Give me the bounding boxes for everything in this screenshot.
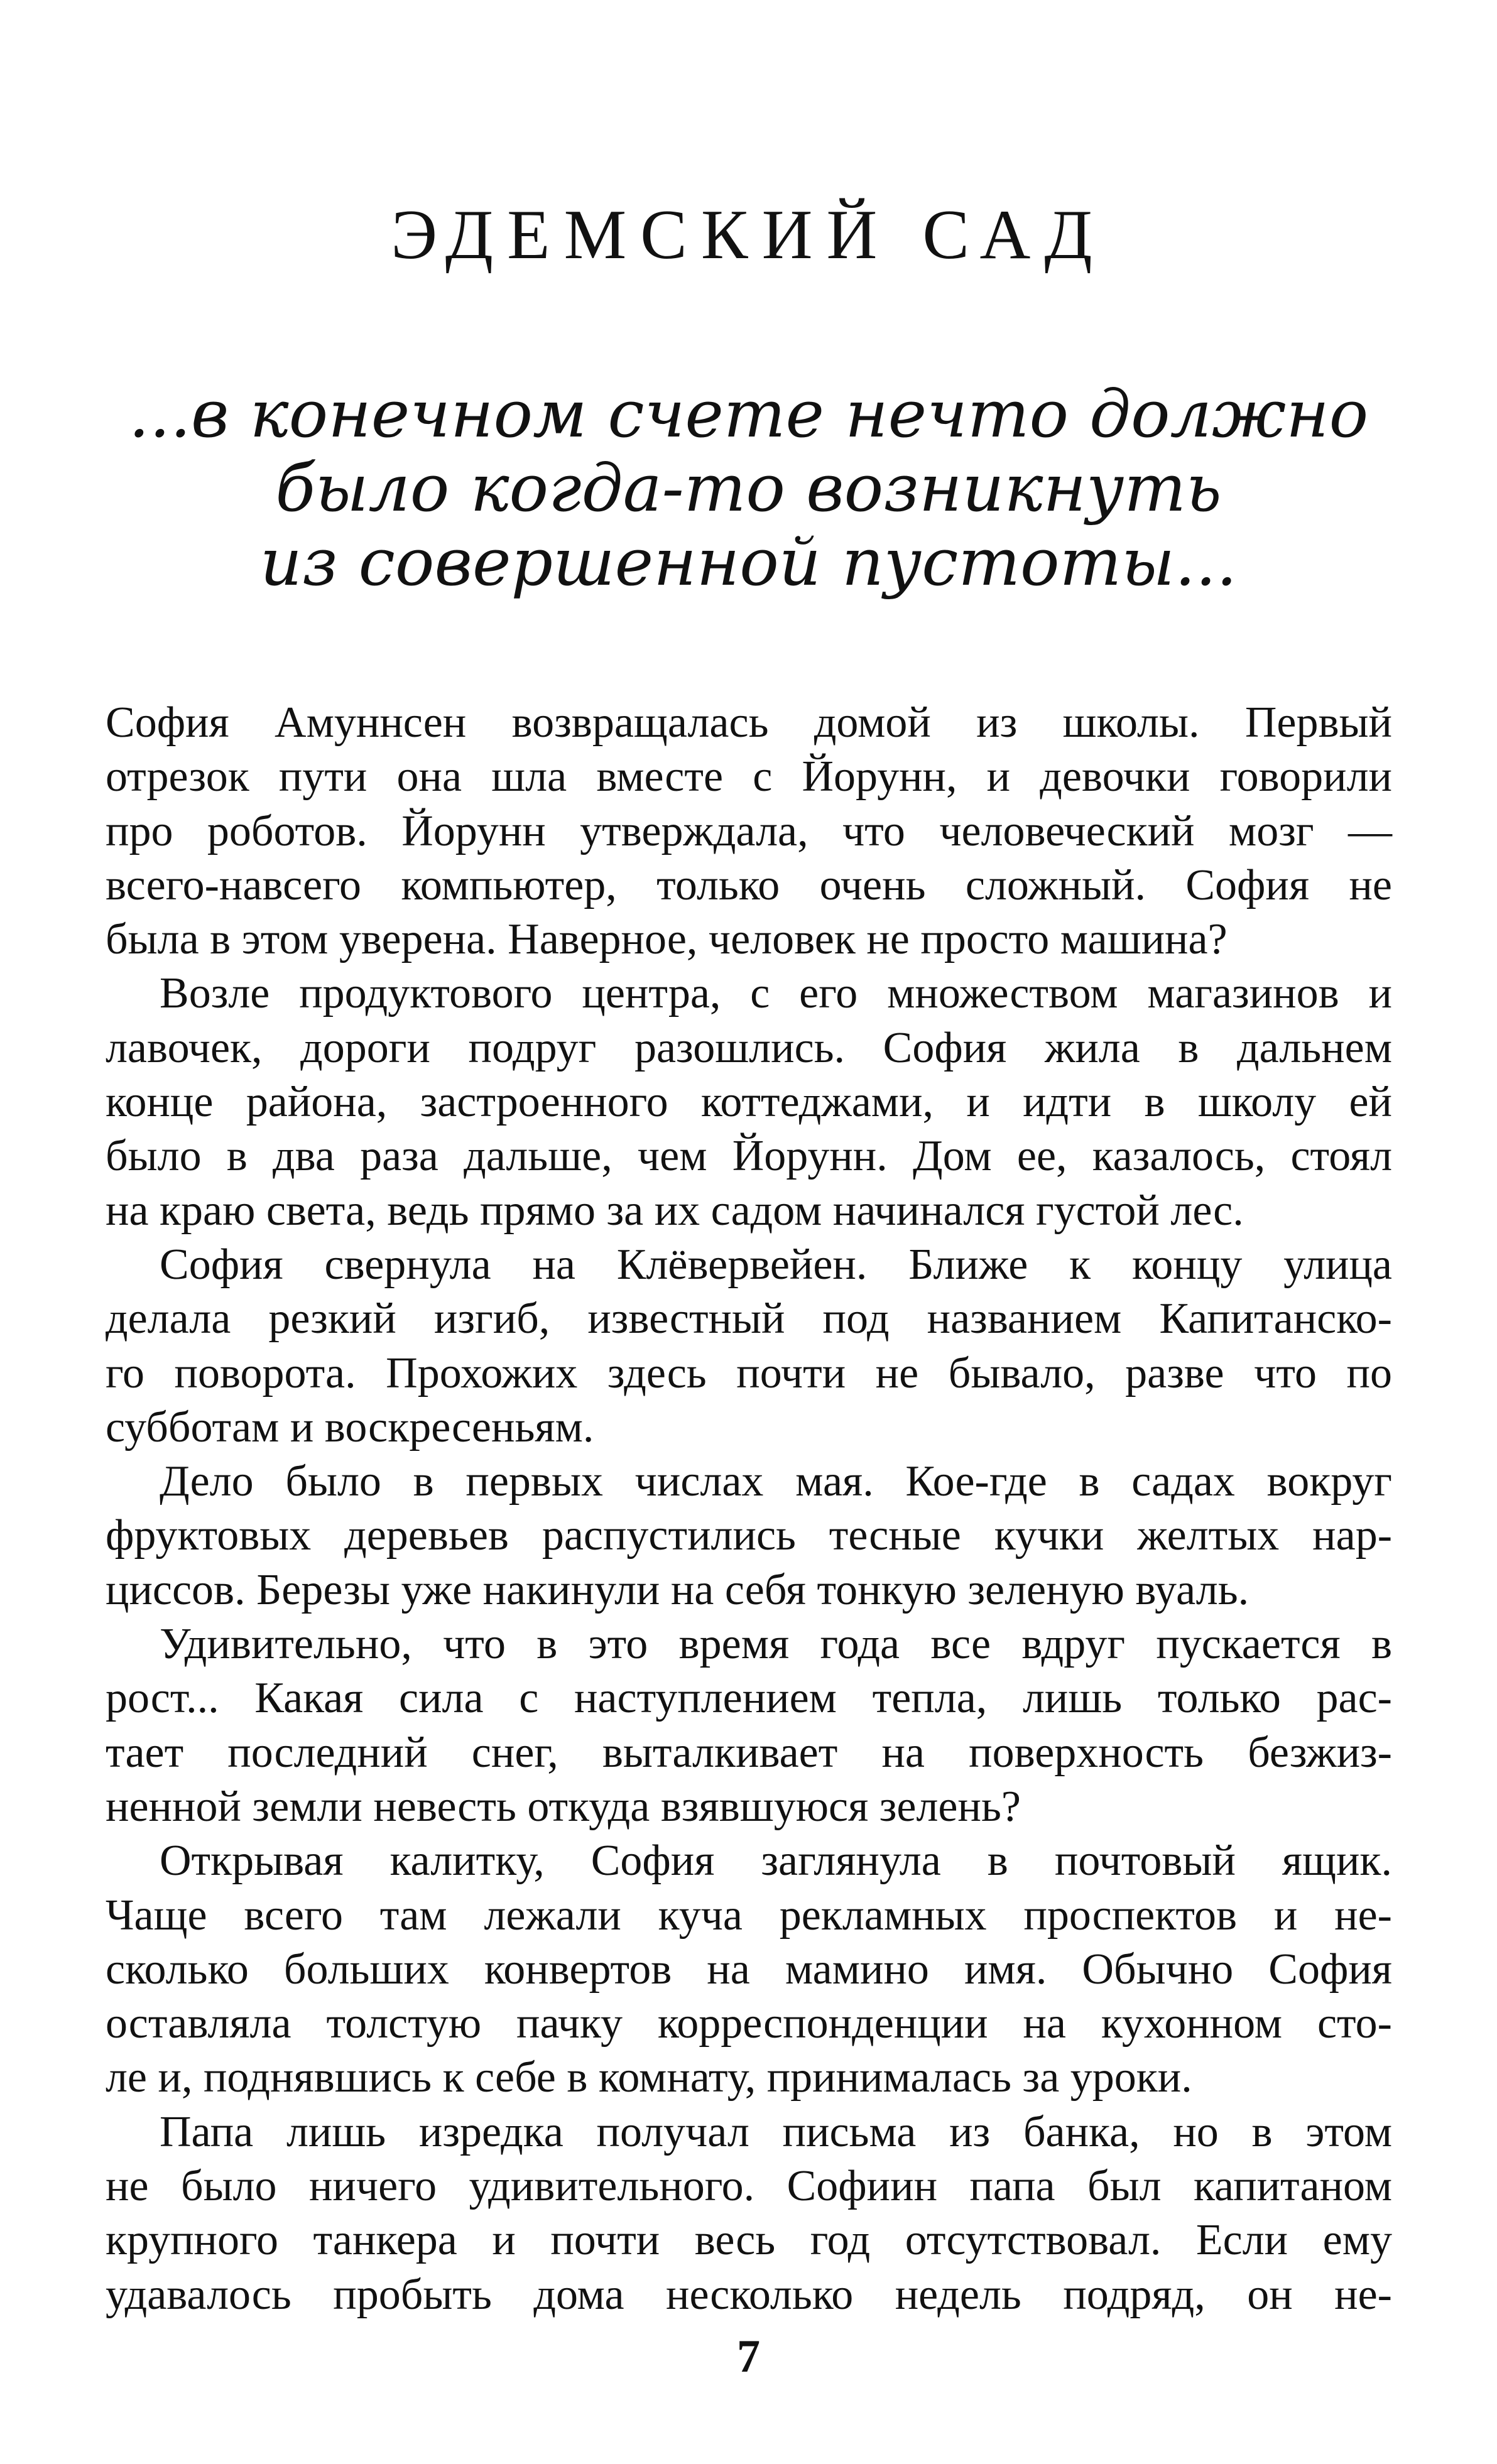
text-line: София Амуннсен возвращалась домой из школы. Первый [106,698,1392,747]
page-number: 7 [737,2331,760,2382]
text-line: рост... Какая сила с наступлением тепла, лишь только рас- [106,1674,1392,1723]
text-line: Удивительно, что в это время года все вдруг пускается в [160,1620,1392,1669]
text-line: конце района, застроенного коттеджами, и идти в школу ей [106,1078,1392,1127]
epigraph-line: ...в конечном счете нечто должно [128,376,1369,452]
text-line: субботам и воскресеньям. [106,1403,594,1452]
chapter-title: ЭДЕМСКИЙ САД [391,196,1106,274]
text-line: Чаще всего там лежали куча рекламных проспектов и не- [106,1891,1392,1940]
text-line: София свернула на Клёвервейен. Ближе к концу улица [160,1240,1392,1289]
text-line: оставляла толстую пачку корреспонденции на кухонном сто- [106,1999,1392,2048]
epigraph-line: из совершенной пустоты... [259,524,1238,600]
text-line: крупного танкера и почти весь год отсутствовал. Если ему [106,2216,1392,2265]
text-line: Открывая калитку, София заглянула в почтовый ящик. [160,1837,1392,1886]
text-line: сколько больших конвертов на мамино имя. Обычно София [106,1945,1392,1994]
text-line: делала резкий изгиб, известный под названием Капитанско- [106,1294,1392,1343]
text-line: не было ничего удивительного. Софиин папа был капитаном [106,2162,1392,2211]
text-line: Возле продуктового центра, с его множеством магазинов и [160,969,1392,1018]
text-line: всего-навсего компьютер, только очень сложный. София не [106,860,1392,909]
text-line: го поворота. Прохожих здесь почти не бывало, разве что по [106,1349,1392,1398]
text-line: ненной земли невесть откуда взявшуюся зелень? [106,1782,1021,1831]
text-line: была в этом уверена. Наверное, человек не просто машина? [106,915,1228,964]
text-line: Дело было в первых числах мая. Кое-где в садах вокруг [160,1457,1392,1506]
text-line: Папа лишь изредка получал письма из банка, но в этом [160,2107,1392,2156]
text-line: про роботов. Йорунн утверждала, что человеческий мозг — [106,806,1392,855]
text-line: на краю света, ведь прямо за их садом начинался густой лес. [106,1186,1244,1235]
text-line: фруктовых деревьев распустились тесные кучки желтых нар- [106,1511,1392,1560]
epigraph-line: было когда-то возникнуть [275,450,1222,526]
epigraph [0,377,1497,599]
body-text [106,696,1392,2322]
text-line: ле и, поднявшись к себе в комнату, принималась за уроки. [106,2053,1192,2102]
text-line: тает последний снег, выталкивает на поверхность безжиз- [106,1728,1392,1777]
text-line: удавалось пробыть дома несколько недель подряд, он не- [106,2270,1392,2319]
text-line: было в два раза дальше, чем Йорунн. Дом ее, казалось, стоял [106,1132,1392,1181]
text-line: циссов. Березы уже накинули на себя тонкую зеленую вуаль. [106,1565,1249,1614]
text-line: лавочек, дороги подруг разошлись. София жила в дальнем [106,1023,1392,1072]
text-line: отрезок пути она шла вместе с Йорунн, и девочки говорили [106,752,1392,801]
